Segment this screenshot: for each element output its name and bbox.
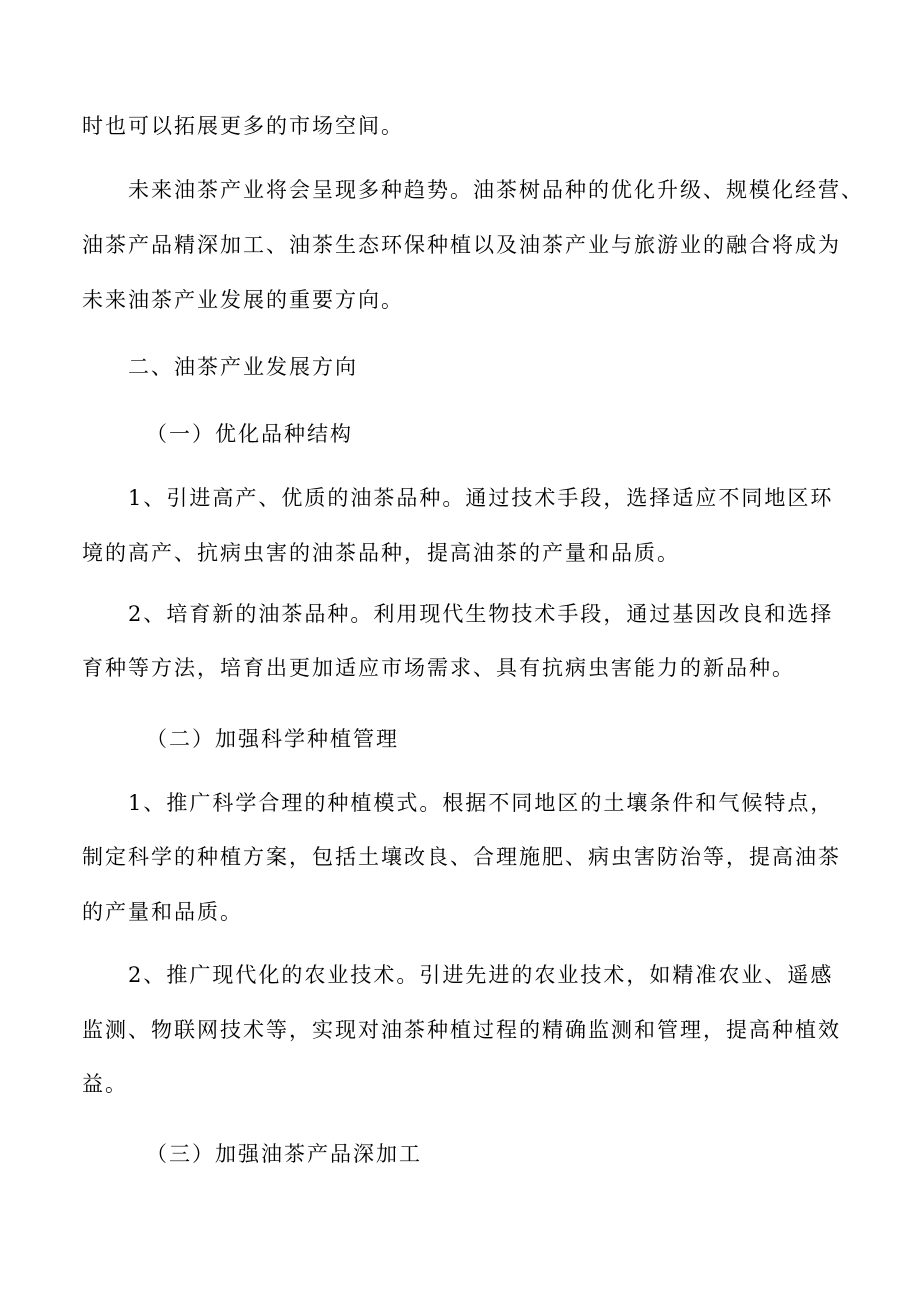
paragraph-line: 益。 — [82, 1072, 128, 1096]
paragraph-line: 育种等方法，培育出更加适应市场需求、具有抗病虫害能力的新品种。 — [82, 656, 795, 680]
paragraph-line: 的产量和品质。 — [82, 900, 243, 924]
paragraph-line: 未来油茶产业发展的重要方向。 — [82, 288, 404, 312]
paragraph-line: 未来油茶产业将会呈现多种趋势。油茶树品种的优化升级、规模化经营、 — [128, 178, 864, 202]
subsection-heading: （三）加强油茶产品深加工 — [146, 1142, 422, 1166]
paragraph-line: 监测、物联网技术等，实现对油茶种植过程的精确监测和管理，提高种植效 — [82, 1018, 841, 1042]
paragraph-line: 1、引进高产、优质的油茶品种。通过技术手段，选择适应不同地区环 — [128, 486, 834, 510]
paragraph-line: 2、培育新的油茶品种。利用现代生物技术手段，通过基因改良和选择 — [128, 602, 834, 626]
subsection-heading: （二）加强科学种植管理 — [146, 727, 399, 751]
subsection-heading: （一）优化品种结构 — [146, 422, 353, 446]
section-heading: 二、油茶产业发展方向 — [128, 355, 358, 379]
paragraph-line: 境的高产、抗病虫害的油茶品种，提高油茶的产量和品质。 — [82, 541, 680, 565]
paragraph-line: 1、推广科学合理的种植模式。根据不同地区的土壤条件和气候特点， — [128, 791, 834, 815]
paragraph-line: 油茶产品精深加工、油茶生态环保种植以及油茶产业与旅游业的融合将成为 — [82, 233, 841, 257]
paragraph-line: 制定科学的种植方案，包括土壤改良、合理施肥、病虫害防治等，提高油茶 — [82, 845, 841, 869]
paragraph-line: 时也可以拓展更多的市场空间。 — [82, 114, 404, 138]
paragraph-line: 2、推广现代化的农业技术。引进先进的农业技术，如精准农业、遥感 — [128, 963, 834, 987]
